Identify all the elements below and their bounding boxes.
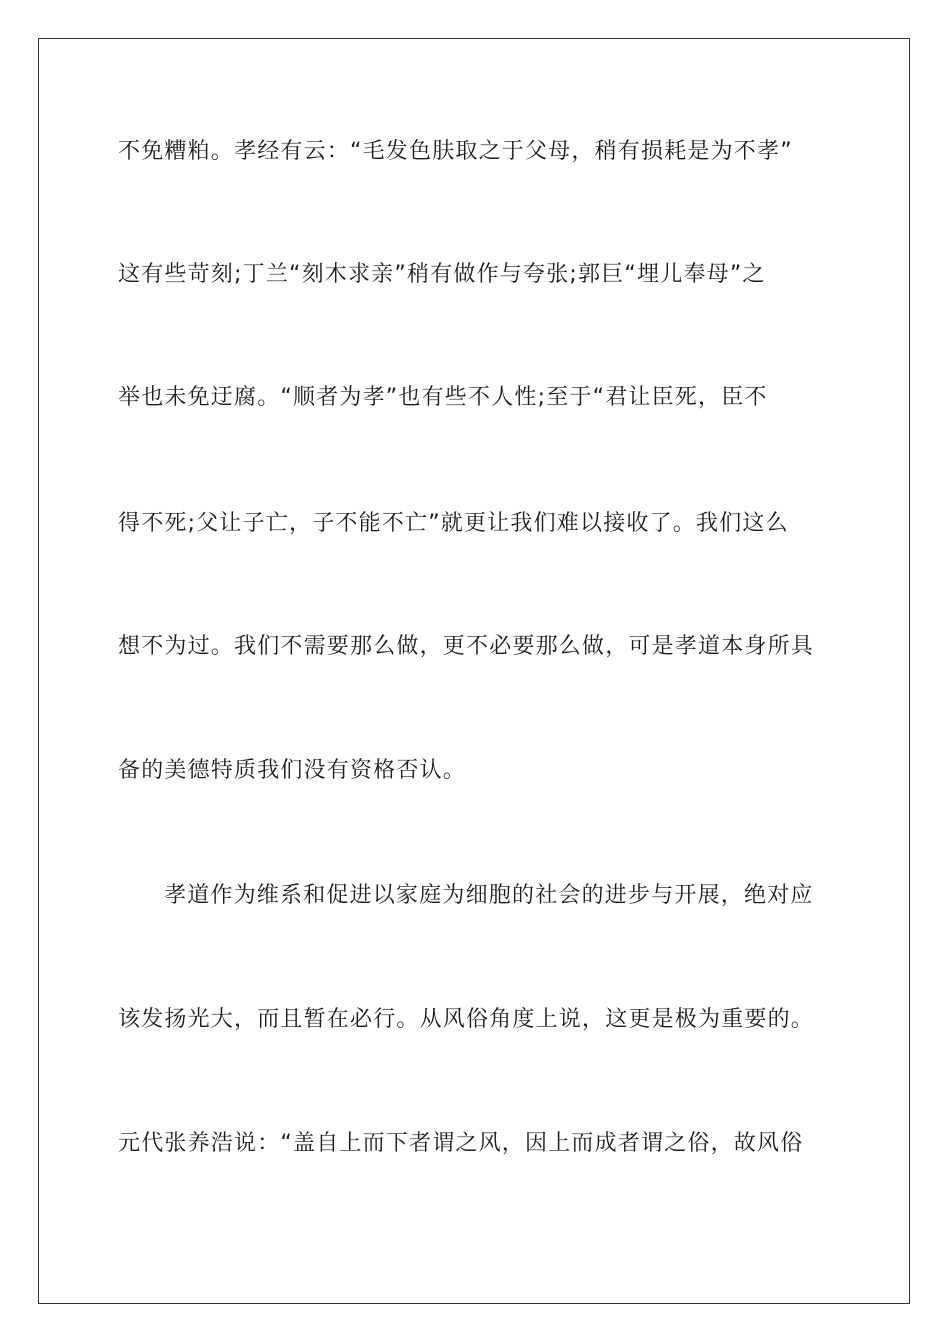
paragraph-line: 得不死;父让子亡，子不能不亡”就更让我们难以接收了。我们这么 — [118, 511, 789, 536]
paragraph-line: 这有些苛刻;丁兰“刻木求亲”稍有做作与夸张;郭巨“埋儿奉母”之 — [118, 262, 766, 287]
page-frame — [38, 38, 910, 1304]
paragraph-line: 举也未免迂腐。“顺者为孝”也有些不人性;至于“君让臣死，臣不 — [118, 385, 768, 410]
paragraph-line: 备的美德特质我们没有资格否认。 — [118, 758, 467, 783]
paragraph-line-indented: 孝道作为维系和促进以家庭为细胞的社会的进步与开展，绝对应 — [164, 883, 814, 908]
paragraph-line: 不免糟粕。孝经有云：“毛发色肤取之于父母，稍有损耗是为不孝” — [118, 139, 793, 164]
paragraph-line: 该发扬光大，而且暂在必行。从风俗角度上说，这更是极为重要的。 — [118, 1007, 815, 1032]
paragraph-line: 想不为过。我们不需要那么做，更不必要那么做，可是孝道本身所具 — [118, 634, 815, 659]
paragraph-line: 元代张养浩说：“盖自上而下者谓之风，因上而成者谓之俗，故风俗 — [118, 1131, 804, 1156]
